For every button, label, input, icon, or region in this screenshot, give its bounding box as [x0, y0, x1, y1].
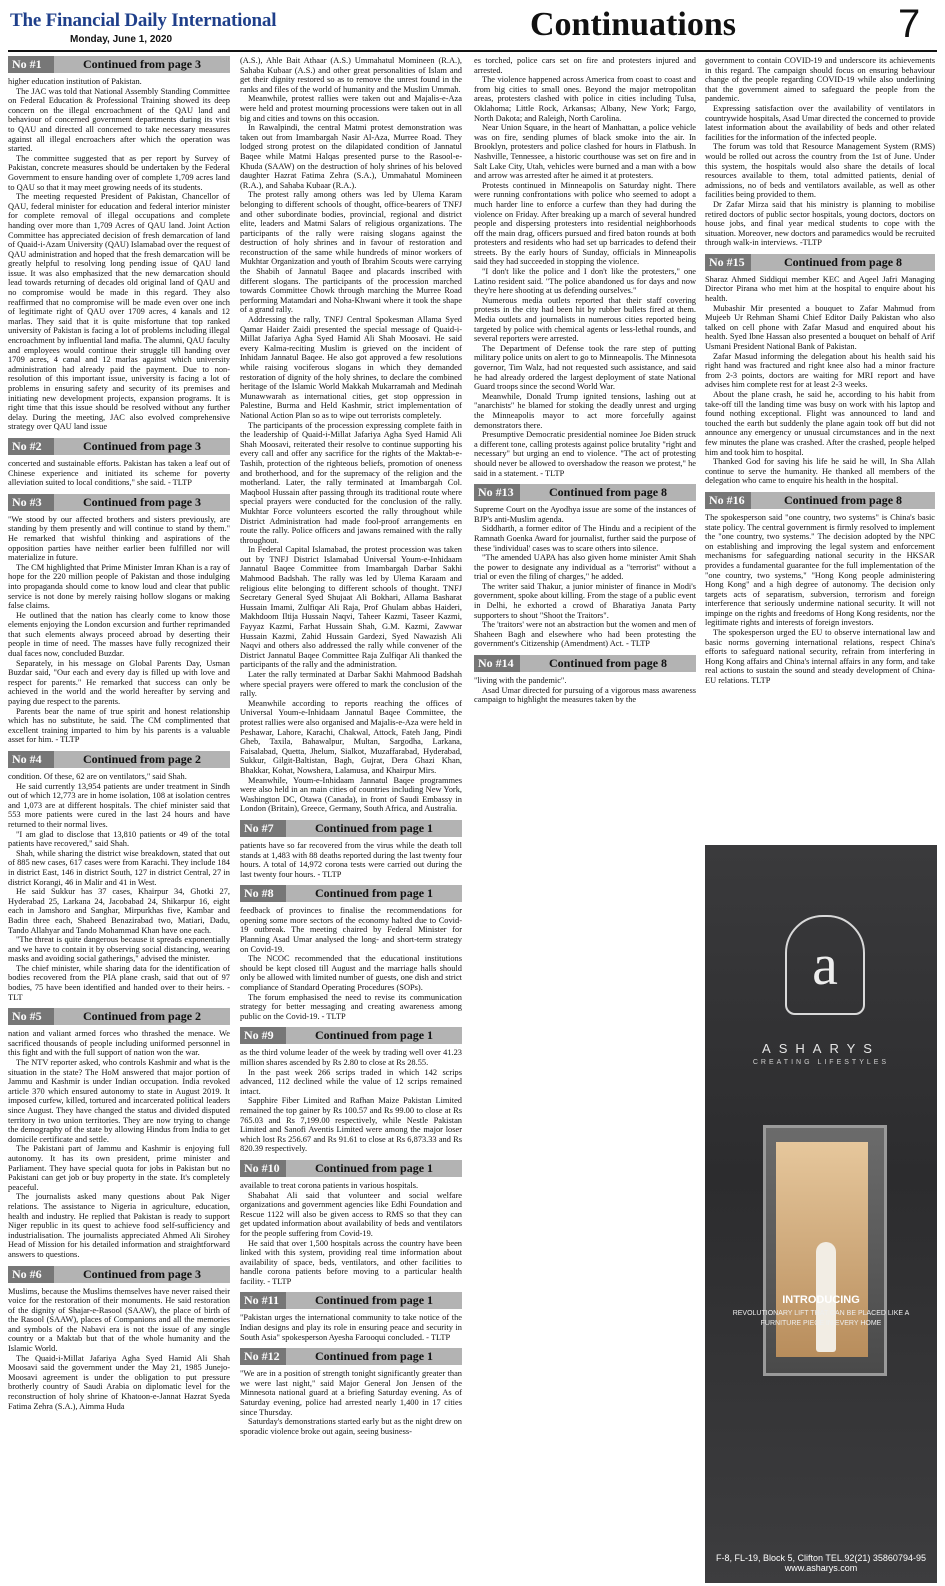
article-paragraph: Sharaz Ahmed Siddiqui member KEC and Aqeel Jafri Managing Director Pirana who met him at the hospital to enquire about his health. [705, 274, 935, 304]
continued-header [8, 494, 230, 511]
article-number: No #12 [240, 1348, 286, 1365]
article-paragraph: Zafar Masud informing the delegation about his health said his right hand was fractured and right knee also had a minor fracture from 2-3 points, doctors are waiting for MRI report and have advises him complete rest for at least 2-3 weeks. [705, 351, 935, 390]
article-paragraph: "I don't like the police and I don't like the protesters," one Latino resident said. "The police abandoned us for days and now they're here shooting at us defending ourselves." [474, 267, 696, 296]
continued-header [240, 820, 462, 837]
continued-header [8, 438, 230, 455]
article-paragraph: Supreme Court on the Ayodhya issue are some of the instances of BJP's anti-Muslim agenda. [474, 505, 696, 524]
article-paragraph: The Pakistani part of Jammu and Kashmir is enjoying full autonomy. It has its own president, prime minister and Parliament. They have special quota for jobs in Pakistan but no Pakistani can get job or buy property in the state. It's completely peaceful. [8, 1144, 230, 1192]
article-paragraph: Siddharth, a former editor of The Hindu and a recipient of the Ramnath Goenka Award for journalist, further said the purpose of these 'individual' cases was to scare others into silence. [474, 524, 696, 553]
article-paragraph: "Pakistan urges the international community to take notice of the Indian designs and play its role in ensuring peace and security in South Asia" spokesperson Ayesha Farooqui concluded. - TLTP [240, 1313, 462, 1342]
article-paragraph: The participants of the procession expressing complete faith in the leadership of Quaid-i-Millat Jafariya Agha Syed Hamid Ali Shah Moosavi, reiterated their resolve to continue supporting his every call and offer any sacrifice for the rights of the Maktab-e-Tashih, protection of the righteous beliefs, promotion of oneness and brotherhood, and for the supremacy of the religion and the motherland. Later, the rally terminated at Imambargah Col. Maqbool Hussain after passing through its traditional route where special prayers were conducted for the conclusion of the rally. Mukhtar Force volunteers escorted the rally throughout while District Administration had made fool-proof arrangements en route the rally. Police officers and jawans remained with the rally throughout. [240, 420, 462, 545]
article-paragraph: The protest rally among others was led by Ulema Karam belonging to different schools of thought, office-bearers of TNFJ and other subordinate bodies, provincial, regional and district elite, leaders and Matmi Salars of religious organizations. The participants of the rally were raising slogans against the destruction of holy shrines and in favour of restoration and reconstruction of the same while hundreds of minor workers of Mukhtar Organization and youth of Ibrahim Scouts were carrying the Shabih of Jannatul Baqee and placards inscribed with different slogans. The participants of the procession marched towards Committee Chowk through marching the Murree Road performing Matamdari and Noha-Khwani where it took the shape of a grand rally. [240, 190, 462, 315]
article-number: No #6 [8, 1266, 54, 1283]
section-title: Continuations [530, 6, 736, 43]
article-paragraph: The NTV reporter asked, who controls Kashmir and what is the situation in the state? The HoM answered that major portion of Jammu and Kashmir is under Indian occupation. India revoked article 370 which ensured autonomy to state in August 2019. It imposed curfew, killed, tortured and incarcerated political leaders since August. They have changed the status and divided disputed territory in two union territories. They are now trying to change the demography of the state by allowing Hindus from India to get domicile certificate and settle. [8, 1058, 230, 1144]
continued-from-label: Continued from page 1 [314, 1293, 434, 1308]
article-paragraph: The writer said Thakur, a junior minister of finance in Modi's government, spoke about killing. From the stage of a public event in Delhi, he exhorted a crowd of Bharatiya Janata Party supporters to shout "Shoot the Traitors". [474, 581, 696, 620]
article-paragraph: Addressing the rally, TNFJ Central Spokesman Allama Syed Qamar Haider Zaidi presented the special message of Quaid-i-Millat Jafariya Agha Syed Hamid Ali Shah Moosavi. He said every Kalma-reciting Muslim is grieved on the incident of Inhidam Jannatul Baqee. He also got approved a few resolutions while raising vociferous slogans in which they demanded restoration of dignity of the holy shrines, to declare the combined heritage of the Islamic World Makkah Mukarramah and Medinah Munawwarah as international cities, get stop oppression in Palestine, Burma and Held Kashmir, strict implementation of National Action Plan so as to wipe out terrorists completely. [240, 315, 462, 420]
article-paragraph: government to contain COVID-19 and underscore its achievements in this regard. The campaign should focus on ensuring behaviour change of the people regarding COVID-19 while also underlining that the government aimed to safeguard the people from the pandemic. [705, 56, 935, 104]
continued-article [705, 254, 935, 486]
article-paragraph: In Rawalpindi, the central Matmi protest demonstration was taken out from Imambargah Nasir Al-Aza, Murree Road. They lodged strong protest on the dilapidated condition of Jannatul Baqee while Matmi Halqas presented purse to the Rasool-e-Khuda (SAAW) on the destruction of holy shrines of his beloved daughter Hazrat Fatima Zehra (S.A.), Ummahatul Momineen (R.A.), and Sahaba Kubaar (R.A.). [240, 123, 462, 190]
article-paragraph: He said Sukkur has 37 cases, Khairpur 34, Ghotki 27, Hyderabad 25, Larkana 24, Jacobabad 24, Shikarpur 16, eight each in Jamshoro and Sanghar, Mirpurkhas five, Kambar and Badin three each, Shaheed Benazirabad two, Matiari, Dadu, Tando Allahyar and Tando Mohammad Khan have one each. [8, 887, 230, 935]
article-paragraph: "The threat is quite dangerous because it spreads exponentially and we have to contain it by observing social distancing, wearing masks and avoiding social gatherings," advised the minister. [8, 935, 230, 964]
article-paragraph: The NCOC recommended that the educational institutions should be kept closed till August and the marriage halls should only be allowed with limited number of guests, one dish and strict compliance of Standard Operating Procedures (SOPs). [240, 954, 462, 993]
article-paragraph: The Quaid-i-Millat Jafariya Agha Syed Hamid Ali Shah Moosavi said the government under the May 21, 1985 Junejo-Moosavi agreement is under the obligation to put pressure brotherly country of Saudi Arabia on diplomatic level for the reconstruction of holy shrine of Khatoon-e-Jannat Hazrat Syeda Fatima Zehra (S.A.), Aimma Huda [8, 1353, 230, 1411]
article-paragraph: Sapphire Fiber Limited and Rafhan Maize Pakistan Limited remained the top gainer by Rs 100.57 and Rs 99.00 to close at Rs 765.03 and Rs 7,199.00 respectively, while Nestle Pakistan Limited and Sanofi Aventis Limited were among the major loser which lost Rs 256.67 and Rs 91.61 to close at Rs 6,873.33 and Rs 820.39 respectively. [240, 1096, 462, 1154]
continued-from-label: Continued from page 2 [82, 752, 202, 766]
article-paragraph: He outlined that the nation has clearly come to know those elements enjoying the London excursion and further reprimanded that such elements always proceed abroad by deserting their people in time of need. The masses have fully recognized their dual faces now, concluded Buzdar. [8, 610, 230, 659]
continued-from-label: Continued from page 1 [314, 1028, 434, 1043]
masthead: The Financial Daily International [10, 10, 277, 31]
article-paragraph: (A.S.), Ahle Bait Athaar (A.S.) Ummahatul Momineen (R.A.), Sahaba Kubaar (A.S.) and other great personalities of Islam and get their dignity restored so as to remove the unrest found in the ranks and files of the world of humanity and the Muslim Ummah. [240, 56, 462, 94]
article-paragraph: nation and valiant armed forces who thrashed the menace. We sacrificed thousands of people including uniformed personnel in this fight and with the full support of nation won the war. [8, 1029, 230, 1058]
article-paragraph: Meanwhile, Youm-e-Inhidaam Jannatul Baqee programmes were also held in an main cities of countries including New York, Washington DC, Otawa (Canada), in front of Saudi Embassy in London (Britain), Greece, Germany, South Africa, and Australia. [240, 775, 462, 814]
continued-header [240, 885, 462, 902]
article-number: No #16 [705, 492, 751, 509]
article-paragraph: available to treat corona patients in various hospitals. [240, 1180, 419, 1190]
continued-article [8, 494, 230, 745]
article-paragraph: Asad Umar directed for pursuing of a vigorous mass awareness campaign to highlight the measures taken by the [474, 685, 696, 705]
column-2 [240, 56, 462, 1442]
article-paragraph: The JAC was told that National Assembly Standing Committee on Federal Education & Professional Training showed its deep concern on the illegal encroachment of the QAU land and behaviour of concerned government departments during its visit to QAU and directed all concerned to take necessary measures against all illegal encroachers after which the operation was started. [8, 86, 230, 154]
article-number: No #10 [240, 1160, 286, 1177]
article-number: No #13 [474, 484, 520, 501]
continued-article [8, 438, 230, 488]
ad-tagline: CREATING LIFESTYLES [752, 1059, 890, 1066]
article-paragraph: condition. Of these, 62 are on ventilators," said Shah. [8, 772, 187, 781]
article-number: No #7 [240, 820, 286, 837]
continued-article [8, 1008, 230, 1259]
continued-header [8, 1008, 230, 1025]
ad-brand-name: ASHARYS [762, 1041, 880, 1056]
article-number: No #14 [474, 655, 520, 672]
article-paragraph: Meanwhile, protest rallies were taken out and Majalis-e-Aza were held and protest mourning processions were taken out in all big and cities and towns on this occasion. [240, 94, 462, 123]
continued-header [474, 655, 696, 672]
article-paragraph: Mubashir Mir presented a bouquet to Zafar Mahmud from Mujeeb Ur Rehman Shami Chief Editor Daily Pakistan who also talked on cell phone with Zafar Masud and enquired about his health. Syed Ibne Hassan also presented a bouquet on behalf of Arif Usmani President National Bank of Pakistan. [705, 303, 935, 352]
continued-from-label: Continued from page 3 [82, 57, 202, 71]
continued-header [8, 1266, 230, 1283]
article-paragraph: "We stood by our affected brothers and sisters previously, are standing by them presently and will continue to stand by them." He remarked that wishful thinking and aspirations of the opposition parties have neither earlier been fulfilled nor will materialize in future. [8, 514, 230, 563]
article-paragraph: as the third volume leader of the week by trading well over 41.23 million shares ascended by Rs 2.80 to close at Rs 28.55. [240, 1048, 462, 1067]
article-paragraph: "living with the pandemic". [474, 676, 567, 686]
continued-header [8, 751, 230, 768]
continued-article [240, 1027, 462, 1154]
page-number: 7 [898, 2, 921, 46]
article-paragraph: The spokesperson urged the EU to observe international law and basic norms governing international relations, respect China's efforts to safeguard national security, refrain from interfering in Hong Kong affairs and China's internal affairs in any form, and take real actions to sustain the sound and steady development of China-EU relations. TLTP [705, 628, 935, 686]
article-paragraph: Separately, in his message on Global Parents Day, Usman Buzdar said, "Our each and every day is filled up with love and respect for parents." He remarked that success can only be achieved in the world and the world hereafter by serving and paying due respect to the parents. [8, 658, 230, 707]
brand-logo [785, 915, 865, 1015]
article-number: No #15 [705, 254, 751, 271]
article-number: No #8 [240, 885, 286, 902]
article-paragraph: Later the rally terminated at Darbar Sakhi Mahmood Badshah where special prayers were offered to mark the conclusion of the rally. [240, 670, 462, 699]
article-paragraph: He said currently 13,954 patients are under treatment in Sindh out of which 12,773 are in home isolation, 108 at isolation centres and 1,073 are at different hospitals. The chief minister said that 553 more patients were cured in the last 24 hours and have returned to their normal lives. [8, 781, 230, 829]
article-number: No #4 [8, 751, 54, 768]
article-paragraph: Near Union Square, in the heart of Manhattan, a police vehicle was on fire, sending plumes of black smoke into the air. In Brooklyn, protesters and police clashed for hours in Flatbush. In Nashville, Tennessee, a historic courthouse was set on fire and in Salt Lake City, Utah, vehicles were burned and a man with a bow and arrow was arrested after he aimed it at protesters. [474, 123, 696, 181]
page-header [0, 0, 945, 52]
article-paragraph: higher education institution of Pakistan. [8, 77, 142, 86]
article-number: No #11 [240, 1292, 286, 1309]
article-paragraph: The committee suggested that as per report by Survey of Pakistan, concrete measures should be undertaken by the Federal Government to ensure handing over of complete 1,709 acres land to QAU so that it may meet growing needs of its students. [8, 153, 230, 192]
continued-article [8, 56, 230, 432]
continued-from-label: Continued from page 3 [82, 494, 202, 509]
ad-heading: INTRODUCING [782, 1294, 860, 1306]
article-paragraph: es torched, police cars set on fire and protesters injured and arrested. [474, 56, 696, 75]
issue-date: Monday, June 1, 2020 [70, 34, 173, 45]
continued-from-label: Continued from page 8 [548, 656, 668, 671]
continued-header [240, 1160, 462, 1177]
article-paragraph: The chief minister, while sharing data for the identification of bodies recovered from the PIA plane crash, said that out of 97 bodies, 75 have been identified and handed over to their heirs. - TLT [8, 963, 230, 1002]
logo-letter: a [812, 932, 838, 997]
article-number: No #5 [8, 1008, 54, 1025]
article-paragraph: Protests continued in Minneapolis on Saturday night. There were running confrontations with police who seemed to adopt a much harder line to enforce a curfew than they had during the violence on Friday. After breaking up a march of several hundred people and dispersing protesters into residential neighborhoods off the main drag, officers pursued and fired baton rounds at both protesters and residents who had set up barricades to defend their streets. By the early hours of Sunday, officials in Minneapolis said they had succeeded in stopping the violence. [474, 180, 696, 267]
continued-from-label: Continued from page 8 [783, 254, 903, 269]
article-paragraph: feedback of provinces to finalise the recommendations for opening some more sectors of the economy halted due to Covid-19 outbreak. The meeting chaired by Federal Minister for Planning Asad Umar analysed the long- and short-term strategy on Covid-19. [240, 906, 462, 954]
ad-subheading: REVOLUTIONARY LIFT THAT CAN BE PLACED LIKE A FURNITURE PIECE IN EVERY HOME [732, 1310, 910, 1327]
article-paragraph: The forum emphasised the need to revise its communication strategy for better messaging and creating awareness among public on the Covid-19. - TLTP [240, 992, 462, 1021]
continued-article [474, 56, 696, 478]
continued-from-label: Continued from page 8 [548, 485, 668, 500]
article-paragraph: Expressing satisfaction over the availability of ventilators in countrywide hospitals, Asad Umar directed the concerned to provide latest information about the availability of beds and other related facilities for the information of the infected people. [705, 103, 936, 142]
continued-header [8, 56, 230, 73]
continued-header [705, 254, 935, 271]
article-paragraph: The spokesperson said "one country, two systems" is China's basic state policy. The central government is firmly resolved to implement the "one country, two systems." The decision adopted by the NPC on establishing and improving the legal system and enforcement mechanisms for safeguarding national security in the HKSAR provides a fundamental guarantee for the full implementation of the "one country, two systems," "Hong Kong people administering Hong Kong" and a high degree of autonomy. The decision only targets acts of separatism, subversion, terrorism and foreign interference that seriously undermine national security. It will not impinge on the rights and freedoms of Hong Kong residents, nor the legitimate rights and interests of foreign investors. [705, 512, 935, 628]
article-paragraph: The journalists asked many questions about Pak Niger relations. The assistance to Nigeria in agriculture, education, health and industry. He replied that Pakistan is ready to support Niger republic in its quest to achieve food self-sufficiency and industrialisation. The journalists appreciated Ahmed Ali Sirohey Head of Mission for his detailed information and straightforward answers to questions. [8, 1192, 230, 1259]
continued-article [240, 56, 462, 814]
continued-header [240, 1292, 462, 1309]
ad-address: F-8, FL-19, Block 5, Clifton TEL.92(21) 35860794-95 www.asharys.com [716, 1553, 926, 1573]
article-paragraph: In Federal Capital Islamabad, the protest procession was taken out by TNFJ District Islamabad Universal Youm-e-Inhidaam Jannatul Baqee Committee from Imambargah Darbar Sakhi Mahmood Badshah. The rally was led by Ulema Karaam and religious elite belonging to different schools of thought. TNFJ Secretary General Syed Shujaat Ali Bokhari, Allama Basharat Hussain Imami, Zulfiqar Ali Raja, Prof Ghulam abbas Haideri, Makhdoom Iltija Hussain Naqvi, Taheer Kazmi, Taseer Kazmi, Fayyaz Kazmi, Farhat Hussain Shah, G.M. Kazmi, Zawwar Hussain Kazmi, Zahid Hussain Gardezi, Syed Nawazish Ali Naqvi and others also addressed the rally while convener of the District Jannatul Baqee Committee Raja Zulfiqar Ali thanked the participants of the rally and the administration. [240, 545, 462, 670]
continued-article [8, 751, 230, 1002]
continued-header [240, 1348, 462, 1365]
article-paragraph: About the plane crash, he said he, according to his habit from take-off till the landing time was busy on work with his laptop and found nothing exceptional. Flight was announced to land and touched the earth but suddenly the plane again took off but did not announce any emergency or unusual circumstances and in the next few minutes the plane was crashed. After the crashed, people helped him and took him to hospital. [705, 390, 935, 457]
article-paragraph: patients have so far recovered from the virus while the death toll stands at 1,483 with 88 deaths reported during the last twenty four hours. A total of 14,972 corona tests were carried out during the last twenty four hours. - TLTP [240, 840, 462, 879]
article-paragraph: Meanwhile according to reports reaching the offices of Universal Youm-e-Inhidaam Jannatul Baqee Committee, the protest rallies were also organised and Majalis-e-Aza were held in Peshawar, Lahore, Karachi, Chakwal, Attock, Fateh Jang, Pindi Gheb, Taxila, Bahawalpur, Multan, Sargodha, Larkana, Faisalabad, Quetta, Jhelum, Sialkot, Muzaffarabad, Hyderabad, Sukkur, Gilgit-Baltistan, Bagh, Gujrat, Dera Ghazi Khan, Bhakkar, Kohat, Nowshera, Lalamusa, and Khairpur Mirs. [240, 698, 462, 775]
continued-article [705, 56, 935, 248]
column-1 [8, 56, 230, 1417]
article-paragraph: Presumptive Democratic presidential nominee Joe Biden struck a different tone, calling protests against police brutality "right and necessary" but urging an end to violence. "The act of protesting should never be allowed to overshadow the reason we protest," he said in a statement. - TLTP [474, 430, 696, 478]
article-paragraph: Saturday's demonstrations started early but as the night drew on sporadic violence broke out again, seeing business- [240, 1417, 462, 1436]
column-4 [705, 56, 935, 692]
article-paragraph: Shabahat Ali said that volunteer and social welfare organizations and government agencies like Edhi Foundation and Rescue 1122 will also be given access to RMS so that they can get updated information about availability of beds and ventilators for the people suffering from Covid-19. [240, 1190, 462, 1238]
article-paragraph: The CM highlighted that Prime Minister Imran Khan is a ray of hope for the 220 million people of Pakistan and those indulging into propaganda should come to know loud and clear that public service is not done by merely raising hollow slogans or making false claims. [8, 562, 230, 611]
article-paragraph: Muslims, because the Muslims themselves have never raised their voice for the restoration of their monuments. He said restoration of the dignity of Shajar-e-Rasool (SAAW), the place of birth of the Rasool (SAAW), places of Companions and all the memories and symbols of the Nabavi era is not the issue of any single country or a Maktab but that of the whole humanity and the Islamic World. [8, 1286, 230, 1354]
continued-article [474, 484, 696, 649]
continued-article [240, 1348, 462, 1436]
continued-article [474, 655, 696, 705]
continued-from-label: Continued from page 3 [82, 438, 202, 453]
continued-article [240, 1292, 462, 1342]
article-number: No #1 [8, 56, 54, 73]
article-paragraph: Numerous media outlets reported that their staff covering protests in the city had been hit by rubber bullets fired at them. Media outlets and journalists in numerous cities reported being targeted by police with chemical agents or less-lethal rounds, and several reporters were arrested. [474, 295, 696, 344]
continued-article [240, 885, 462, 1021]
continued-from-label: Continued from page 2 [82, 1009, 202, 1024]
continued-from-label: Continued from page 1 [314, 886, 434, 901]
continued-header [474, 484, 696, 501]
article-paragraph: Thanked God for saving his life he said he will, In Sha Allah continue to serve the humanity. He thanked all members of the delegation who came to enquire his health in the hospital. [705, 457, 935, 486]
continued-from-label: Continued from page 1 [314, 1349, 434, 1364]
article-number: No #9 [240, 1027, 286, 1044]
continued-from-label: Continued from page 1 [314, 1160, 434, 1175]
header-rule [8, 50, 937, 52]
continued-header [705, 492, 935, 509]
article-paragraph: The Department of Defense took the rare step of putting military police units on alert to go to Minneapolis. The Minnesota governor, Tim Walz, had not requested such assistance, and said he had already ordered the largest deployment of state National Guard troops since the second World War. [474, 343, 696, 392]
article-paragraph: "We are in a position of strength tonight significantly greater than we were last night," said Major General Jon Jensen of the Minnesota national guard at a briefing Saturday evening. As of Saturday evening, police had arrested nearly 1,400 in 17 cities since Thursday. [240, 1369, 462, 1417]
continued-from-label: Continued from page 3 [82, 1266, 202, 1281]
asharys-advertisement [705, 845, 937, 1583]
article-paragraph: "The amended UAPA has also given home minister Amit Shah the power to designate any individual as a "terrorist" without a trial or even the filing of charges," he added. [474, 553, 696, 582]
continued-header [240, 1027, 462, 1044]
continued-article [705, 492, 935, 686]
lift-photo [763, 1125, 887, 1376]
column-3 [474, 56, 696, 711]
article-paragraph: Shah, while sharing the district wise breakdown, stated that out of 885 new cases, 617 cases were from Karachi. They include 184 in district East, 146 in district South, 127 in district Central, 27 in district Korangi, 46 in Malir and 41 in West. [8, 848, 230, 887]
continued-article [240, 1160, 462, 1287]
article-number: No #2 [8, 438, 54, 455]
continued-article [8, 1266, 230, 1412]
article-paragraph: Parents bear the name of true spirit and honest relationship which has no substitute, he said. The CM complimented that excellent training imparted to him by his parents is a valuable asset for him. - TLTP [8, 706, 230, 745]
article-paragraph: In the past week 266 scrips traded in which 142 scrips advanced, 112 declined while the value of 12 scrips remained intact. [240, 1067, 462, 1096]
article-paragraph: "I am glad to disclose that 13,810 patients or 49 of the total patients have recovered," said Shah. [8, 829, 230, 849]
continued-article [240, 820, 462, 879]
article-paragraph: The violence happened across America from coast to coast and from big cities to small ones. Beyond the major metropolitan areas, protesters clashed with police in cities including Tulsa, Oklahoma; Little Rock, Arkansas; Albany, New York; Fargo, North Dakota; and Raleigh, North Carolina. [474, 75, 696, 123]
continued-from-label: Continued from page 1 [314, 820, 434, 835]
article-paragraph: concerted and sustainable efforts. Pakistan has taken a leaf out of Chinese experience and initiated its scheme for poverty alleviation suited to local conditions," she said. - TLTP [8, 458, 230, 488]
article-paragraph: The meeting requested President of Pakistan, Chancellor of QAU, federal minister for education and federal interior minister for complete removal of illegal occupations and complete handing over more than 1,709 Acres of QAU land. Joint Action Committee has appreciated decision of fresh demarcation of land of Quaid-i-Azam University (QAU) Islamabad over the request of QAU administration and hoped that the fresh demarcation will be greatly helpful to resolving long pending issue of QAU land issue. It was also emphasized that the new demarcation should lead towards returning of decades old original land of QAU and no compromise would be made in this regard. They also reaffirmed that no compromise will be made even over one inch of legitimate right of QAU over 1709 acres, 4 kanals and 12 marlas. They said that it is quite misfortune that top ranked university of Pakistan is facing a lot of problems including illegal encroachment by influential land mafia. The alumni, QAU faculty and employees would continue their struggle till handing over 1709 acres, 4 canal and 12 marlas against which university administration had already paid the payment. Due to non-resolution of this important issue, university is facing a lot of problems in ensuring safety and security of its premises and initiating new development projects, expansion programs. It is right time that this issue should be resolved without any further delay. During the meeting, JAC also evolved comprehensive strategy over QAU land issue [8, 192, 230, 432]
article-paragraph: The 'traitors' were not an abstraction but the women and men of Shaheen Bagh and elsewhere who had been protesting the government's Citizenship (Amendment) Act. - TLTP [474, 620, 696, 649]
continued-from-label: Continued from page 8 [783, 492, 903, 507]
article-number: No #3 [8, 494, 54, 511]
article-paragraph: The forum was told that Resource Management System (RMS) would be rolled out across the country from the 1st of June. Under this system, the hospitals would also share the details of local resources available to them, total admitted patients, denial of admissions, no of beds and ventilators available, as well as other facilities being provided to them. [705, 142, 935, 200]
article-paragraph: Dr Zafar Mirza said that his ministry is planning to mobilise retired doctors of public sector hospitals, young doctors, doctors on house jobs, and final year medical students to cope with the situation. Moreover, new doctors and paramedics would be recruited through walk-in interviews. -TLTP [705, 199, 935, 248]
article-paragraph: Meanwhile, Donald Trump ignited tensions, lashing out at "anarchists" he blamed for stoking the deadly unrest and urging the Minneapolis mayor to act more forcefully against demonstrators there. [474, 391, 696, 430]
article-paragraph: He said that over 1,500 hospitals across the country have been linked with this system, providing real time information about availability of space, beds, ventilators, and other facilities to handle corona patients before moving to a particular health facility. - TLTP [240, 1238, 462, 1286]
